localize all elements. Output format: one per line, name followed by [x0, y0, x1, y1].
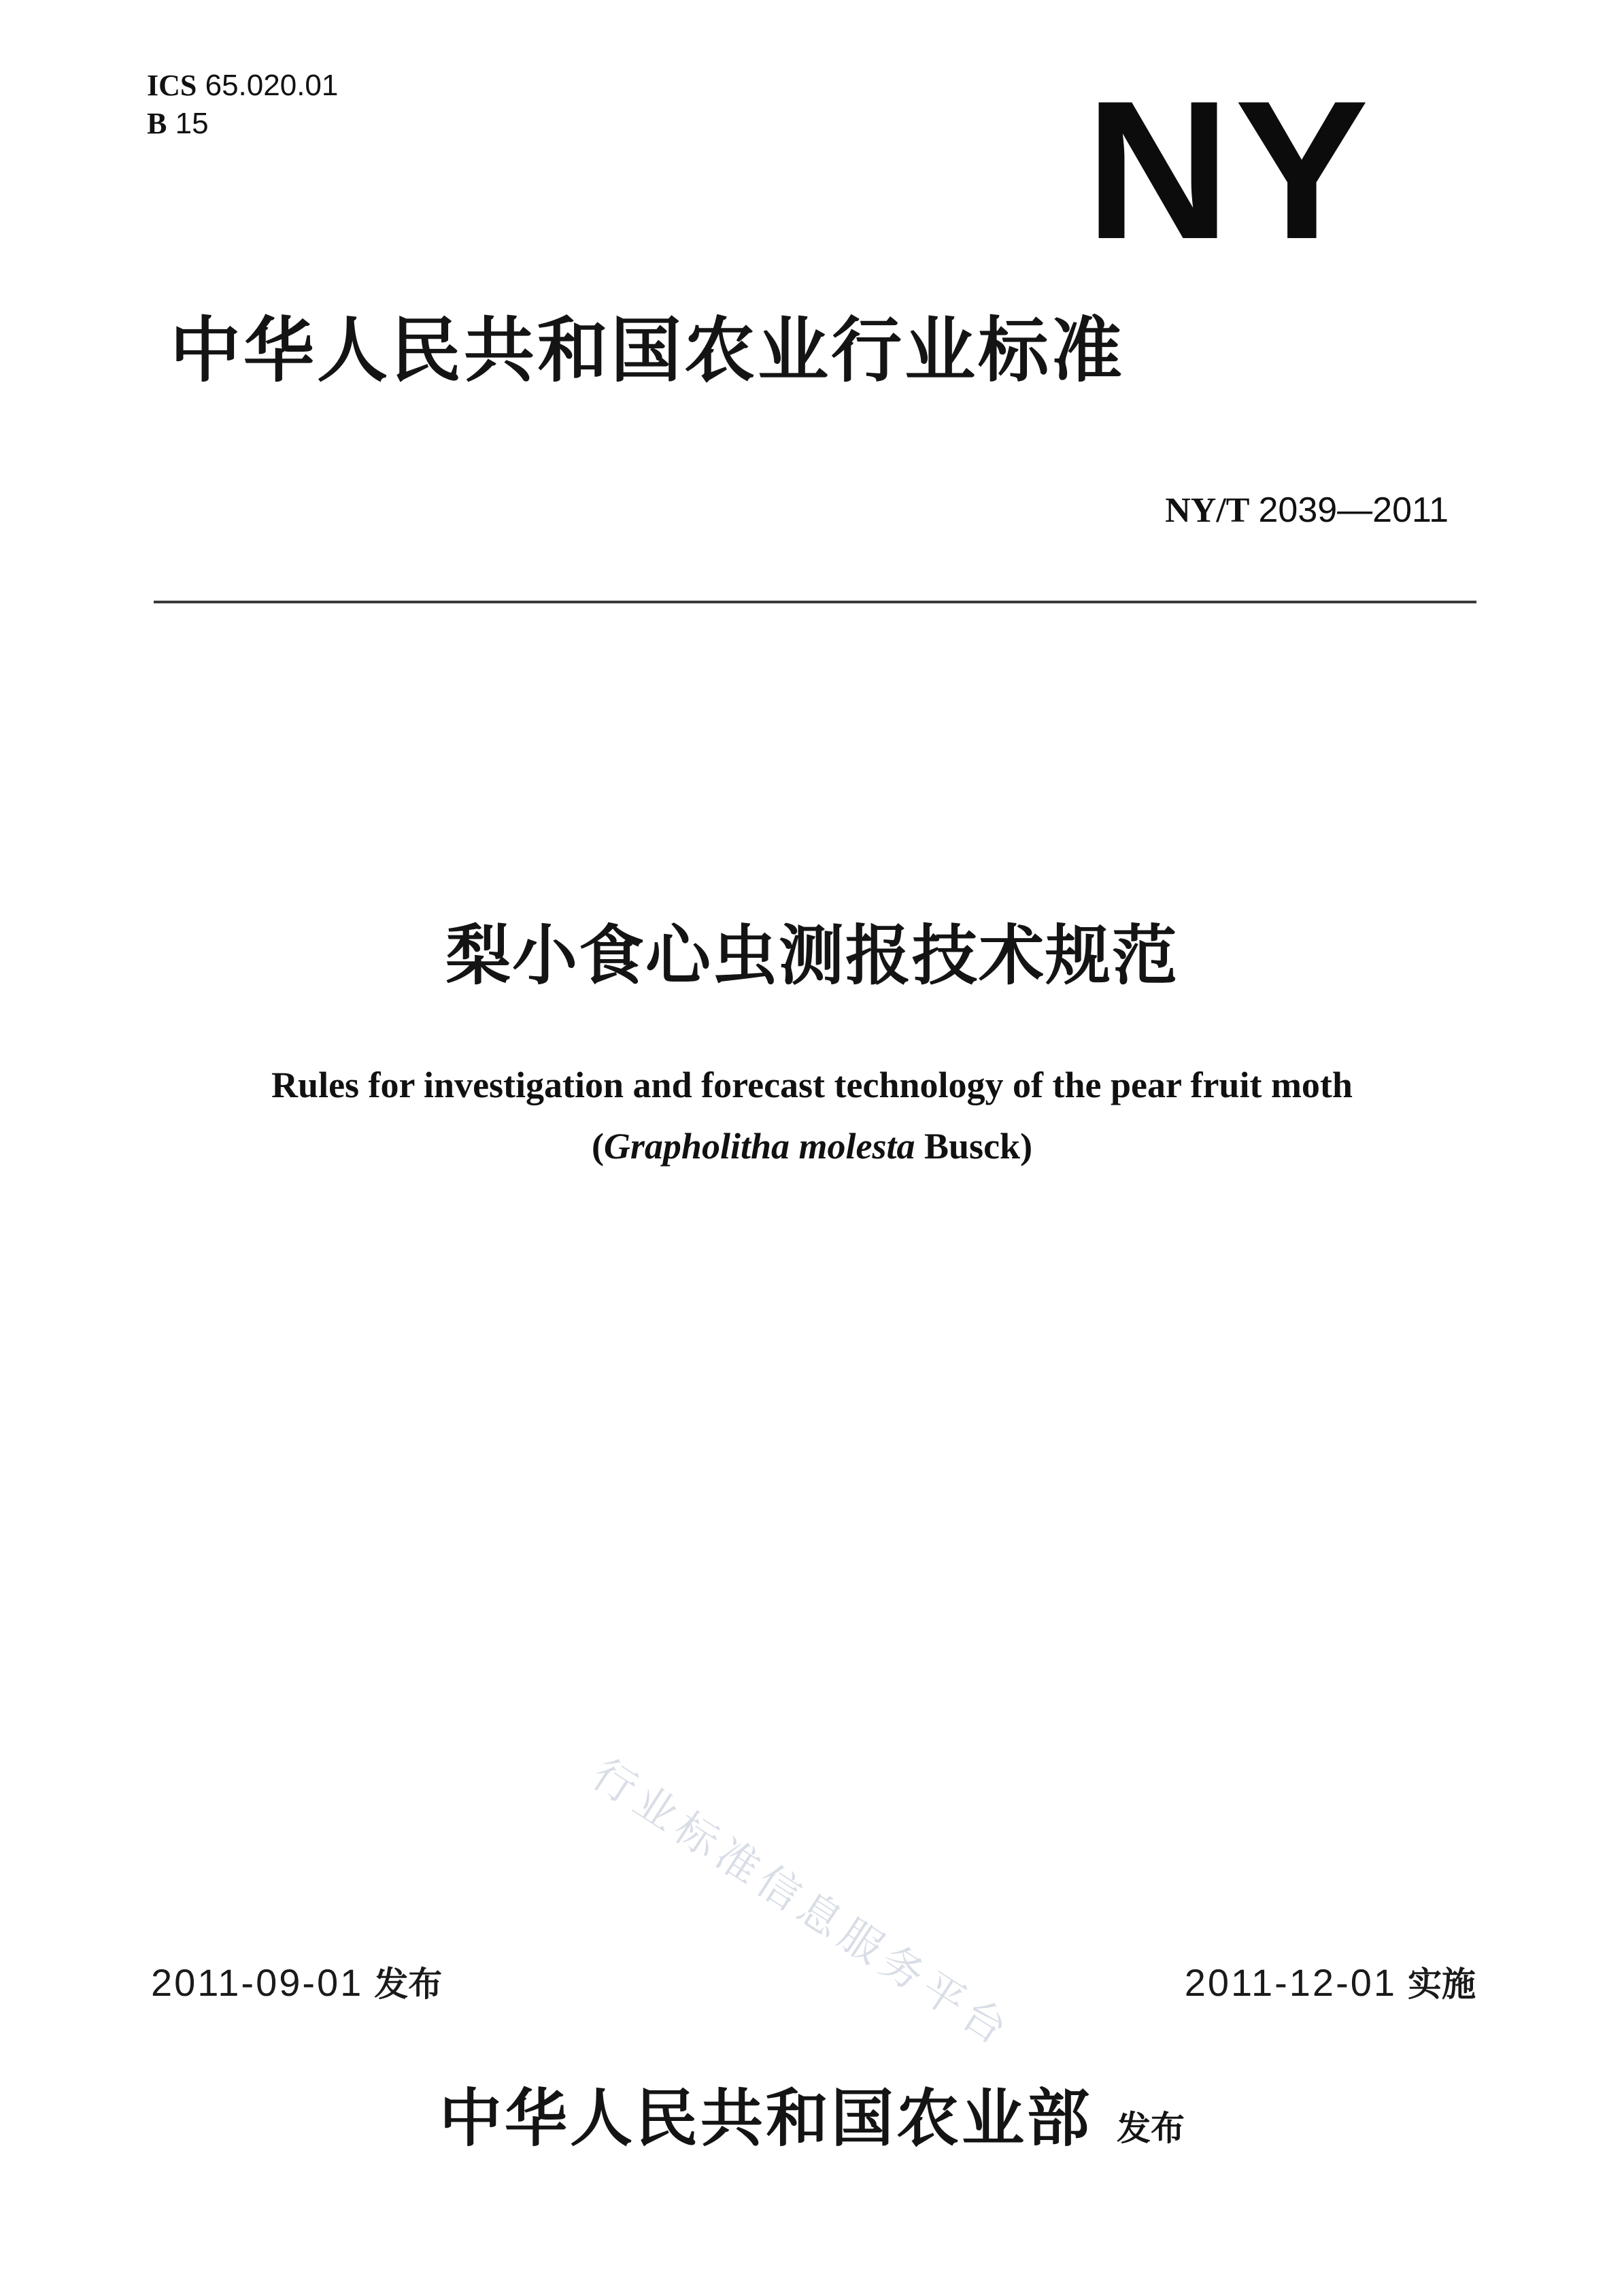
document-title-species [0, 1122, 1624, 1170]
document-title-chinese: 梨小食心虫测报技术规范 [445, 918, 1179, 994]
ics-label: ICS [147, 69, 197, 102]
document-title-english: Rules for investigation and forecast technology of the pear fruit moth [271, 1065, 1353, 1105]
class-letter: B [147, 107, 167, 140]
ics-code: 65.020.01 [205, 69, 339, 102]
implement-date-line [1185, 1959, 1476, 2008]
implement-date: 2011-12-01 [1184, 1961, 1397, 2004]
classification-codes [147, 67, 338, 143]
publisher-label: 发布 [1117, 2109, 1185, 2148]
standard-number [1165, 486, 1449, 535]
header-divider [154, 601, 1476, 603]
ny-logo: NY [1085, 60, 1373, 280]
standard-number-value: 2039—2011 [1258, 490, 1449, 530]
class-line [147, 105, 338, 143]
publisher-name: 中华人民共和国农业部 [439, 2082, 1092, 2155]
implement-label: 实施 [1408, 1964, 1476, 2004]
species-close-paren: ) [1020, 1126, 1033, 1167]
issue-date: 2011-09-01 [151, 1961, 364, 2004]
issue-date-line [151, 1959, 442, 2008]
standard-number-prefix: NY/T [1165, 491, 1250, 530]
watermark: 行业标准信息服务平台 [583, 1748, 1021, 2058]
class-code: 15 [175, 107, 209, 140]
species-latin-name: Grapholitha molesta [603, 1126, 915, 1167]
standard-type-heading: 中华人民共和国农业行业标准 [170, 309, 1126, 392]
species-author: Busck [924, 1126, 1021, 1167]
species-open-paren: ( [591, 1126, 604, 1167]
publisher-line [0, 2075, 1624, 2163]
ics-line [147, 67, 338, 105]
issue-label: 发布 [374, 1964, 443, 2004]
